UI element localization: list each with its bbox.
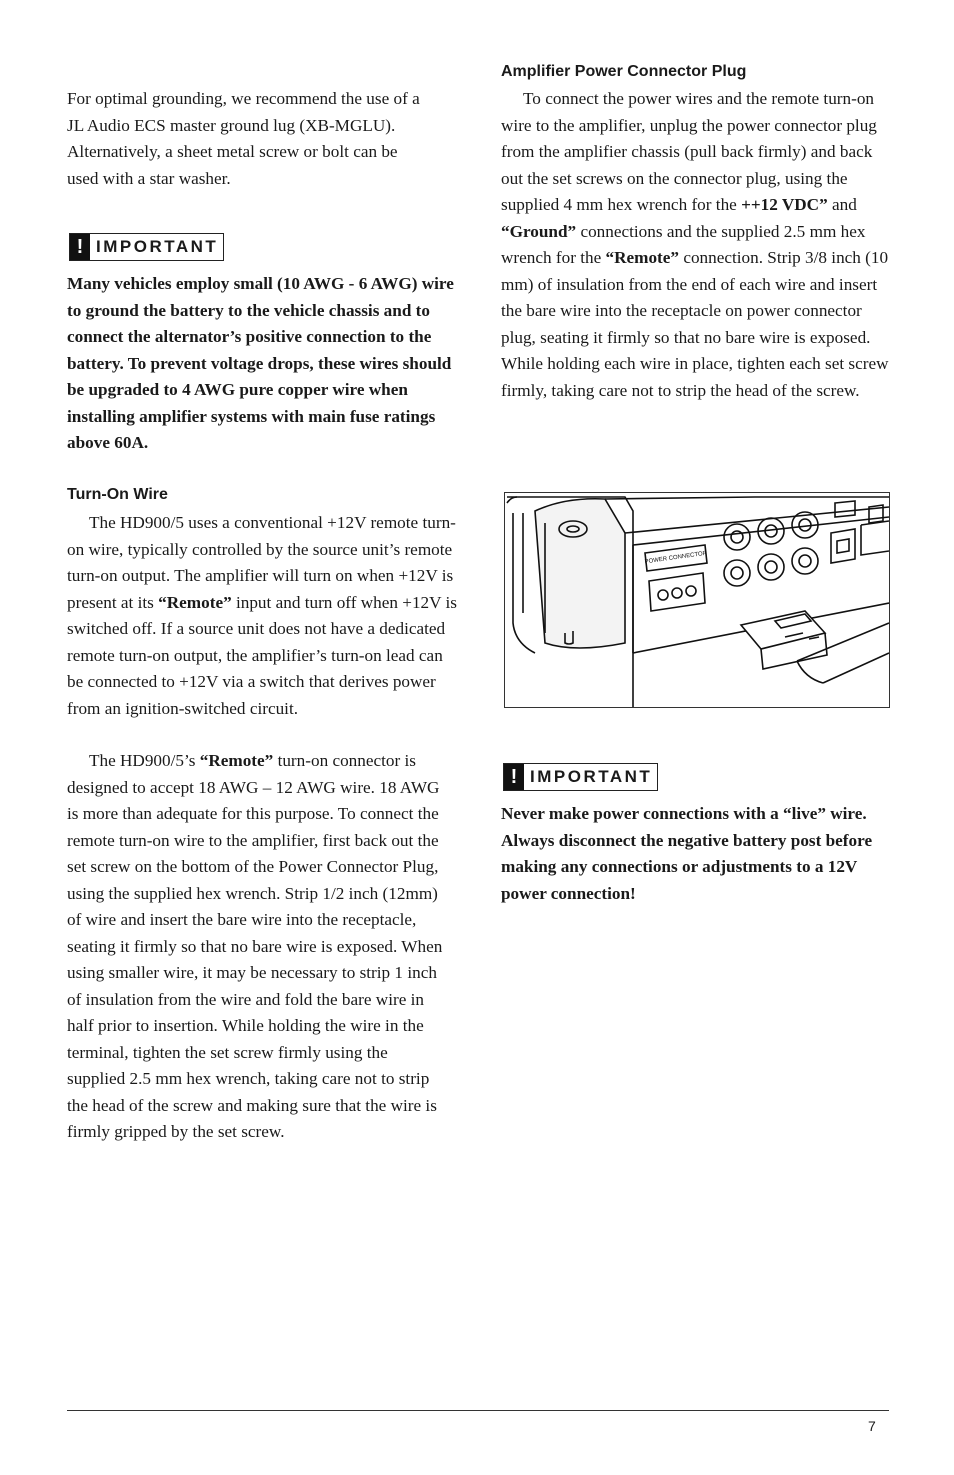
amplifier-illustration — [504, 492, 890, 708]
exclamation-icon: ! — [70, 234, 90, 260]
vdc-term: ++12 VDC” — [741, 195, 828, 214]
turn-on-heading: Turn-On Wire — [67, 486, 168, 503]
text-run: The HD900/5 uses a conventional +12V remote turn-on wire, typically controlled by the source unit’s remote turn-on output. The amplifier will turn on when +12V is present at its — [67, 513, 456, 612]
remote-term: “Remote” — [605, 248, 680, 267]
power-connector-heading: Amplifier Power Connector Plug — [501, 63, 747, 80]
grounding-paragraph: For optimal grounding, we recommend the use of a JL Audio ECS master ground lug (XB-MGLU). Alternatively, a sheet metal screw or bolt can be used with a star washer. — [67, 89, 420, 188]
remote-term: “Remote” — [158, 592, 232, 612]
exclamation-icon: ! — [504, 764, 524, 790]
text-run: The HD900/5’s — [89, 751, 200, 770]
text-run: +12 VDC” — [750, 195, 828, 214]
text-run: turn-on connector is designed to accept 18 AWG – 12 AWG wire. 18 AWG is more than adequate for this purpose. To connect the remote turn-on wire to the amplifier, first back out the set screw on the bottom of the Power Connector Plug, using the supplied hex wrench. Strip 1/2 inch (12mm) of wire and insert the bare wire into the receptacle, seating it firmly so that no bare wire is exposed. When using smaller wire, it may be necessary to strip 1 inch of insulation from the wire and fold the bare wire in half prior to insertion. While holding the wire in the terminal, tighten the set screw firmly using the supplied 2.5 mm hex wrench, taking care not to strip the head of the screw and making sure that the wire is firmly gripped by the set screw. — [67, 751, 443, 1141]
power-connector-paragraph — [501, 86, 889, 404]
text-run: and — [827, 195, 857, 214]
text-run: To connect the power wires and the remote turn-on wire to the amplifier, unplug the power connector plug from the amplifier chassis (pull back firmly) and back out the set screws on the connector plug, using the supplied 4 mm hex wrench for the — [501, 89, 877, 214]
remote-term: “Remote” — [199, 751, 274, 770]
footer-rule — [67, 1410, 889, 1411]
figure-label: POWER CONNECTOR — [644, 550, 708, 566]
turn-on-paragraph-1 — [67, 510, 457, 722]
important-label: IMPORTANT — [96, 237, 219, 256]
important-label: IMPORTANT — [530, 767, 653, 786]
text-run: input and turn off when +12V is switched off. If a source unit does not have a dedicated remote turn-on output, the amplifier’s turn-on lead can be connected to +12V via a switch that derives power from an ignition-switched circuit. — [67, 592, 457, 718]
ground-term: “Ground” — [501, 221, 577, 241]
important-text-left: Many vehicles employ small (10 AWG - 6 AWG) wire to ground the battery to the vehicle chassis and to connect the alternator’s positive connection to the battery. To prevent voltage drops, these wires should be upgraded to 4 AWG pure copper wire when installing amplifier systems with main fuse ratings above 60A. — [67, 274, 454, 452]
page-number: 7 — [868, 1418, 876, 1434]
amplifier-drawing — [505, 493, 889, 707]
text-run: connections and the supplied 2.5 mm hex wrench for the — [501, 221, 866, 267]
important-badge-right — [503, 763, 658, 791]
important-badge-left — [69, 233, 224, 261]
important-text-right: Never make power connections with a “live” wire. Always disconnect the negative battery post before making any connections or adjustments to a 12V power connection! — [501, 804, 873, 903]
text-run: connection. Strip 3/8 inch (10 mm) of insulation from the end of each wire and insert the bare wire into the receptacle on power connector plug, seating it firmly so that no bare wire is exposed. While holding each wire in place, tighten each set screw firmly, taking care not to strip the head of the screw. — [501, 248, 889, 400]
turn-on-paragraph-2 — [67, 748, 449, 1146]
